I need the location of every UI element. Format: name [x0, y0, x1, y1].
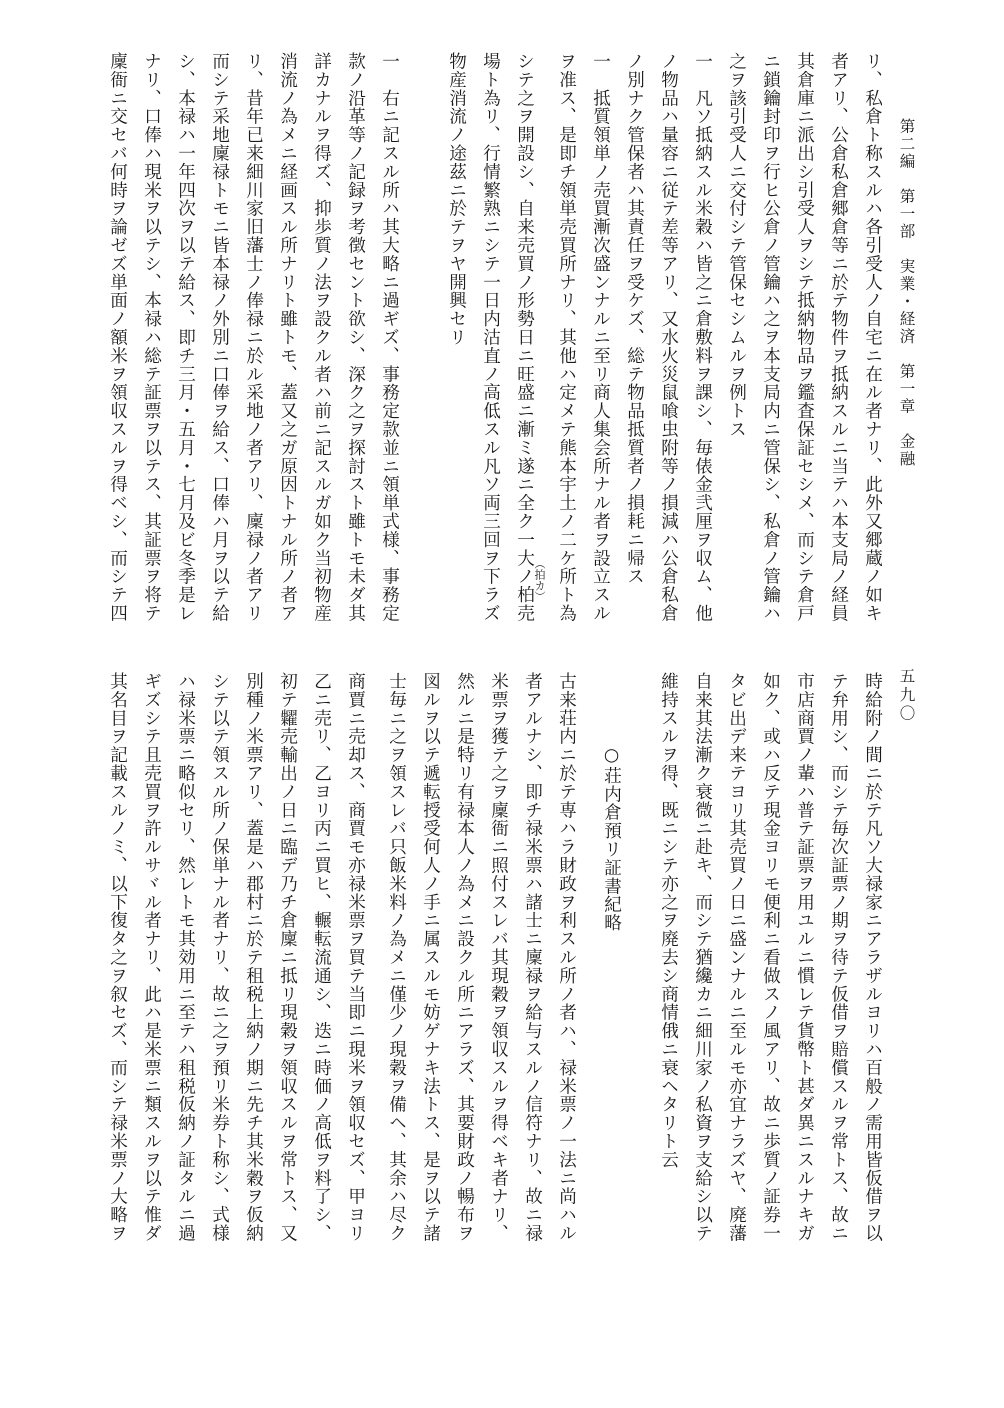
text-column: タビ出デ来テヨリ其売買ノ日ニ盛ンナルニ至ルモ亦宜ナラズヤ、廃藩	[726, 672, 747, 1243]
text-column: ヲ准ス、是即チ領単売買所ナリ、其他ハ定メテ熊本宇土ノ二ケ所ト為	[556, 52, 577, 623]
text-column: 而シテ采地廩禄トモニ皆本禄ノ外別ニ口俸ヲ給ス、口俸ハ月ヲ以テ給	[209, 52, 230, 623]
text-column: 乙ニ売リ、乙ヨリ丙ニ買ヒ、輾転流通シ、迭ニ時価ノ高低ヲ料了シ、	[311, 672, 332, 1243]
text-column: ニ鎖鑰封印ヲ行ヒ公倉ノ管鑰ハ之ヲ本支局内ニ管保シ、私倉ノ管鑰ハ	[760, 52, 781, 623]
text-column: 初テ糶売輸出ノ日ニ臨デ乃チ倉廩ニ抵リ現穀ヲ領収スルヲ常トス、又	[277, 672, 298, 1243]
text-column: 場ト為リ、行情繁熟ニシテ一日内沽直ノ高低スル凡ソ両三回ヲ下ラズ	[480, 52, 501, 623]
running-head: 第二編 第一部 実業・経済 第一章 金融	[897, 118, 916, 468]
text-column: リ、私倉ト称スルハ各引受人ノ自宅ニ在ル者ナリ、此外又郷蔵ノ如キ	[862, 52, 883, 623]
text-column: リ、昔年已来細川家旧藩士ノ俸禄ニ於ル采地ノ者アリ、廩禄ノ者アリ	[243, 52, 264, 623]
text-column: 其倉庫ニ派出シ引受人ヲシテ抵納物品ヲ鑑査保証セシメ、而シテ倉戸	[794, 52, 815, 623]
page-number: 五九〇	[897, 668, 916, 724]
text-column: 款ノ沿革等ノ記録ヲ考徴セント欲シ、深ク之ヲ探討スト雖トモ未ダ其	[345, 52, 366, 623]
text-column: 者アルナシ、即チ禄米票ハ諸士ニ廩禄ヲ給与スルノ信符ナリ、故ニ禄	[522, 672, 543, 1243]
text-column: 士毎ニ之ヲ領スレバ只飯米料ノ為メニ僅少ノ現穀ヲ備ヘ、其余ハ尽ク	[386, 672, 407, 1243]
text-column: 詳カナルヲ得ズ、抑歩質ノ法ヲ設クル者ハ前ニ記スルガ如ク当初物産	[311, 52, 332, 623]
text-column: 別種ノ米票アリ、蓋是ハ郡村ニ於テ租税上納ノ期ニ先チ其米穀ヲ仮納	[243, 672, 264, 1243]
text-column: シテ以テ領スル所ノ保単ナル者ナリ、故ニ之ヲ預リ米券ト称シ、式様	[209, 672, 230, 1243]
text-column: ギズシテ且売買ヲ許ルサヾル者ナリ、此ハ是米票ニ類スルヲ以テ惟ダ	[141, 672, 162, 1243]
text-column: ノ物品ハ量容ニ従テ差等アリ、又水火災鼠喰虫附等ノ損減ハ公倉私倉	[658, 52, 679, 623]
text-column: ハ禄米票ニ略似セリ、然レトモ其効用ニ至テハ租税仮納ノ証タルニ過	[175, 672, 196, 1243]
text-column: 維持スルヲ得、既ニシテ亦之ヲ廃去シ商情俄ニ衰ヘタリト云	[658, 672, 679, 1169]
text-column: 其名目ヲ記載スルノミ、以下復タ之ヲ叙セズ、而シテ禄米票ノ大略ヲ	[107, 672, 128, 1243]
text-column: 古来荘内ニ於テ専ハラ財政ヲ利スル所ノ者ハ、禄米票ノ一法ニ尚ハル	[556, 672, 577, 1243]
text-column: 者アリ、公倉私倉郷倉等ニ於テ物件ヲ抵納スルニ当テハ本支局ノ経員	[828, 52, 849, 623]
text-column: 図ルヲ以テ遞転授受何人ノ手ニ属スルモ妨ゲナキ法トス、是ヲ以テ諸	[420, 672, 441, 1243]
editorial-note: （拍カ）	[533, 558, 546, 602]
text-column: 商賈ニ売却ス、商賈モ亦禄米票ヲ買テ当即ニ現米ヲ領収セズ、甲ヨリ	[345, 672, 366, 1243]
text-column: 一 凡ソ抵納スル米穀ハ皆之ニ倉敷料ヲ課シ、毎俵金弐厘ヲ収ム、他	[692, 52, 713, 623]
text-column: 一 抵質領単ノ売買漸次盛ンナルニ至リ商人集会所ナル者ヲ設立スル	[590, 52, 611, 623]
text-column: 如ク、或ハ反テ現金ヨリモ便利ニ看做スノ風アリ、故ニ歩質ノ証券一	[760, 672, 781, 1243]
text-column: 物産消流ノ途茲ニ於テヲヤ開興セリ	[446, 52, 467, 347]
section-heading: ○荘内倉預リ証書紀略	[601, 672, 622, 932]
text-column: テ弁用シ、而シテ毎次証票ノ期ヲ待テ仮借ヲ賠償スルヲ常トス、故ニ	[828, 672, 849, 1243]
text-column: シ、本禄ハ一年四次ヲ以テ給ス、即チ三月・五月・七月及ビ冬季是レ	[175, 52, 196, 623]
text-column: 廩衙ニ交セバ何時ヲ論ゼズ単面ノ額米ヲ領収スルヲ得ベシ、而シテ四	[107, 52, 128, 623]
text-column: 市店商賈ノ輩ハ普テ証票ヲ用ユルニ慣レテ貨幣ト甚ダ異ニスルナキガ	[794, 672, 815, 1243]
text-column: シテ之ヲ開設シ、自来売買ノ形勢日ニ旺盛ニ漸ミ遂ニ全ク一大ノ柏売	[514, 52, 535, 623]
text-column: 時給附ノ間ニ於テ凡ソ大禄家ニアラザルヨリハ百般ノ需用皆仮借ヲ以	[862, 672, 883, 1243]
text-column: 之ヲ該引受人ニ交付シテ管保セシムルヲ例トス	[726, 52, 747, 439]
text-column: 消流ノ為メニ経画スル所ナリト雖トモ、蓋又之ガ原因トナル所ノ者ア	[277, 52, 298, 623]
text-column: 然ルニ是特リ有禄本人ノ為メニ設クル所ニアラズ、其要財政ノ暢布ヲ	[454, 672, 475, 1243]
text-column: 自来其法漸ク衰微ニ赴キ、而シテ猶纔カニ細川家ノ私資ヲ支給シ以テ	[692, 672, 713, 1243]
text-column: 米票ヲ獲テ之ヲ廩衙ニ照付スレバ其現穀ヲ領収スルヲ得ベキ者ナリ、	[488, 672, 509, 1243]
text-column: ノ別ナク管保者ハ其責任ヲ受ケズ、総テ物品抵質者ノ損耗ニ帰ス	[624, 52, 645, 586]
text-column: 一 右ニ記スル所ハ其大略ニ過ギズ、事務定款並ニ領単式様、事務定	[379, 52, 400, 623]
text-column: ナリ、口俸ハ現米ヲ以テシ、本禄ハ総テ証票ヲ以テス、其証票ヲ将テ	[141, 52, 162, 623]
